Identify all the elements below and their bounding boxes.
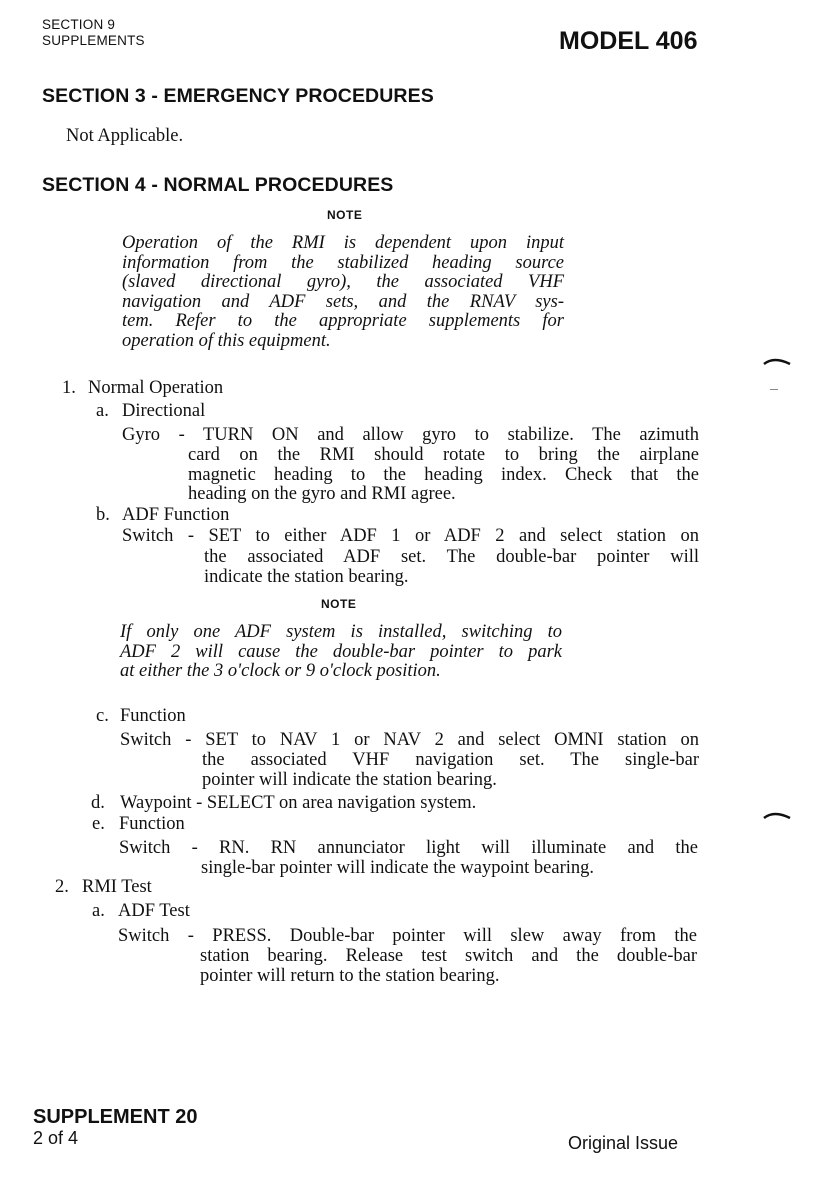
section4-title: SECTION 4 - NORMAL PROCEDURES [42, 174, 394, 196]
model-title: MODEL 406 [559, 27, 698, 55]
margin-tick [770, 389, 778, 390]
step-letter: a. [96, 401, 109, 421]
step-line: single-bar pointer will indicate the waypoint bearing. [201, 858, 595, 878]
note-body [120, 623, 562, 682]
step-line: the associated ADF set. The double-bar pointer will [204, 547, 699, 567]
item-number: 2. [55, 877, 69, 897]
step-line: card on the RMI should rotate to bring the airplane [188, 445, 699, 465]
step-line: magnetic heading to the heading index. Check that the [188, 465, 699, 485]
page-number: 2 of 4 [33, 1128, 79, 1148]
step-title: Function [119, 814, 185, 834]
note-line: tem. Refer to the appropriate supplements for [122, 311, 564, 331]
note-line: If only one ADF system is installed, switching to [120, 622, 562, 642]
issue-label: Original Issue [568, 1133, 679, 1153]
section3-title: SECTION 3 - EMERGENCY PROCEDURES [42, 85, 434, 107]
step-letter: a. [92, 901, 105, 921]
item-number: 1. [62, 378, 76, 398]
step-title: ADF Function [122, 505, 230, 525]
step-title: Directional [122, 401, 206, 421]
step-letter: b. [96, 505, 110, 525]
note-line: operation of this equipment. [122, 330, 331, 351]
note-line: at either the 3 o'clock or 9 o'clock position. [120, 661, 441, 681]
supplement-label: SUPPLEMENT 20 [33, 1106, 198, 1128]
step-line: Switch - RN. RN annunciator light will illuminate and the [119, 838, 698, 858]
step-letter: c. [96, 706, 109, 726]
step-line: station bearing. Release test switch and the double-bar [200, 946, 697, 966]
step-text: Waypoint - SELECT on area navigation system. [120, 793, 477, 813]
step-letter: e. [92, 814, 105, 834]
note-heading: NOTE [321, 597, 357, 611]
note-line: Operation of the RMI is dependent upon input [122, 233, 564, 253]
step-line: pointer will return to the station bearing. [200, 966, 500, 986]
step-line: Switch - SET to either ADF 1 or ADF 2 and select station on [122, 526, 699, 546]
note-line: information from the stabilized heading source [122, 252, 564, 273]
step-line: Gyro - TURN ON and allow gyro to stabilize. The azimuth [122, 425, 699, 445]
section-label: SECTION 9 [42, 17, 116, 32]
step-line: Switch - SET to NAV 1 or NAV 2 and select OMNI station on [120, 730, 699, 750]
note-line: navigation and ADF sets, and the RNAV sys- [122, 291, 564, 312]
step-line: indicate the station bearing. [204, 567, 409, 587]
note-line: ADF 2 will cause the double-bar pointer to park [120, 641, 562, 662]
step-line: Switch - PRESS. Double-bar pointer will slew away from the [118, 926, 697, 946]
supplements-label: SUPPLEMENTS [42, 33, 145, 48]
note-body [122, 234, 564, 351]
revision-mark [760, 352, 796, 370]
revision-mark [760, 806, 796, 824]
step-title: ADF Test [118, 901, 190, 921]
step-line: pointer will indicate the station bearing. [202, 770, 497, 790]
step-letter: d. [91, 793, 105, 813]
step-title: Function [120, 706, 186, 726]
note-line: (slaved directional gyro), the associated VHF [122, 272, 564, 292]
step-line: the associated VHF navigation set. The single-bar [202, 750, 699, 770]
item-title: RMI Test [82, 877, 152, 897]
step-line: heading on the gyro and RMI agree. [188, 484, 456, 504]
note-heading: NOTE [327, 208, 363, 222]
section3-body: Not Applicable. [66, 126, 184, 146]
item-title: Normal Operation [88, 378, 224, 398]
